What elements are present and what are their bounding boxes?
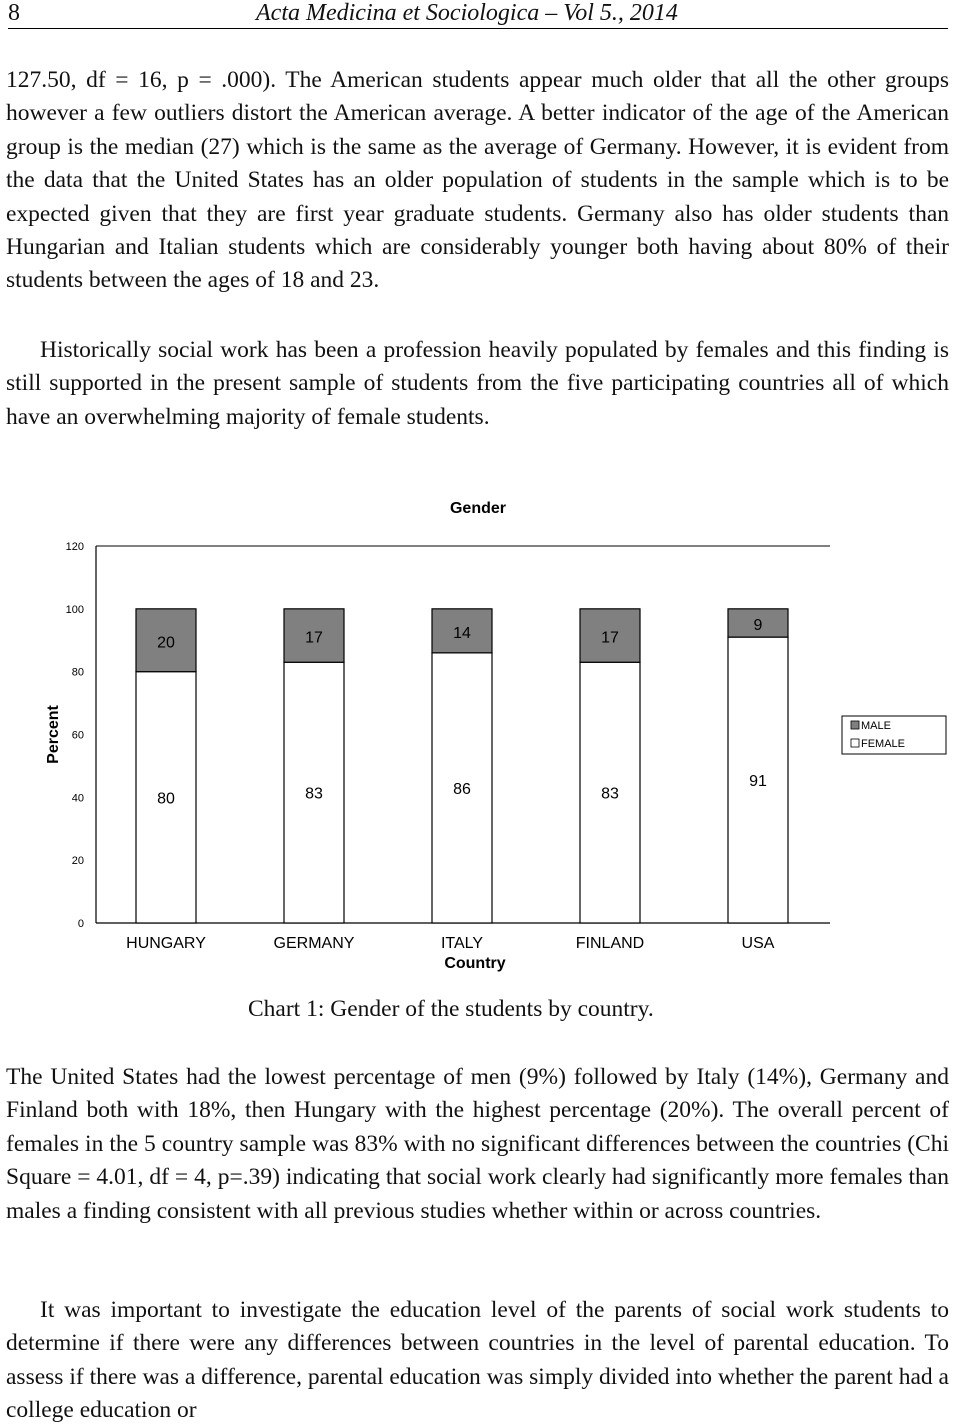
x-tick-label-finland: FINLAND [575,935,645,952]
data-label-male-hungary: 20 [157,634,175,652]
x-tick-label-usa: USA [741,935,775,952]
paragraph-parental-education: It was important to investigate the education level of the parents of social work students to determine if there were any differences between countries in the level of parental education. To assess if there was a difference, parental education was simply divided into whether the parent had a college education or [6,1297,949,1424]
chart-caption: Chart 1: Gender of the students by country. [248,996,654,1022]
data-label-female-germany: 83 [305,785,323,803]
paragraph-gender-results: The United States had the lowest percentage of men (9%) followed by Italy (14%), Germany and Finland both with 18%, then Hungary with the highest percentage (20%). The overall percent of females in the 5 country sample was 83% with no significant differences between the countries (Chi Square = 4.01, df = 4, p=.39) indicating that social work clearly had significantly more females than males a finding consistent with all previous studies whether within or across countries. [6,1064,949,1224]
chart-title: Gender [449,500,507,517]
legend-label-female: FEMALE [861,738,906,750]
data-label-female-finland: 83 [601,785,619,803]
data-label-male-germany: 17 [305,629,323,647]
legend-swatch-male [851,721,859,729]
data-label-male-finland: 17 [601,629,619,647]
y-tick-label-20: 20 [71,855,84,868]
y-axis-label: Percent [45,705,62,764]
y-tick-label-0: 0 [77,918,84,930]
paragraph-age: 127.50, df = 16, p = .000). The American students appear much older that all the other groups however a few outliers distort the American average. A better indicator of the age of the American group is the median (27) which is the same as the average of Germany. However, it is evident from the data that the United States has an older population of students in the sample which is to be expected given that they are first year graduate students. Germany also has older students than Hungarian and Italian students which are considerably younger both having about 80% of their students between the ages of 18 and 23. [6,67,949,294]
page-number: 8 [8,0,20,26]
x-tick-label-hungary: HUNGARY [126,935,206,952]
x-tick-label-germany: GERMANY [273,935,355,952]
data-label-female-italy: 86 [453,780,471,798]
data-label-male-italy: 14 [453,624,471,642]
data-label-female-usa: 91 [749,773,767,791]
gender-chart [0,490,960,980]
y-tick-label-40: 40 [71,792,84,805]
data-label-male-usa: 9 [753,616,763,634]
y-tick-label-100: 100 [65,603,84,616]
page-header [8,0,948,29]
paragraph-gender-intro: Historically social work has been a profession heavily populated by females and this finding is still supported in the present sample of students from the five participating countries all of which have an overwhelming majority of female students. [6,337,949,430]
x-tick-label-italy: ITALY [440,935,484,952]
x-axis-label: Country [444,955,506,972]
y-tick-label-120: 120 [65,541,84,553]
data-label-female-hungary: 80 [157,790,175,808]
y-tick-label-80: 80 [71,666,84,679]
legend-swatch-female [851,739,859,747]
legend-label-male: MALE [861,720,891,732]
y-tick-label-60: 60 [71,729,84,742]
journal-title: Acta Medicina et Sociologica – Vol 5., 2014 [256,0,678,26]
